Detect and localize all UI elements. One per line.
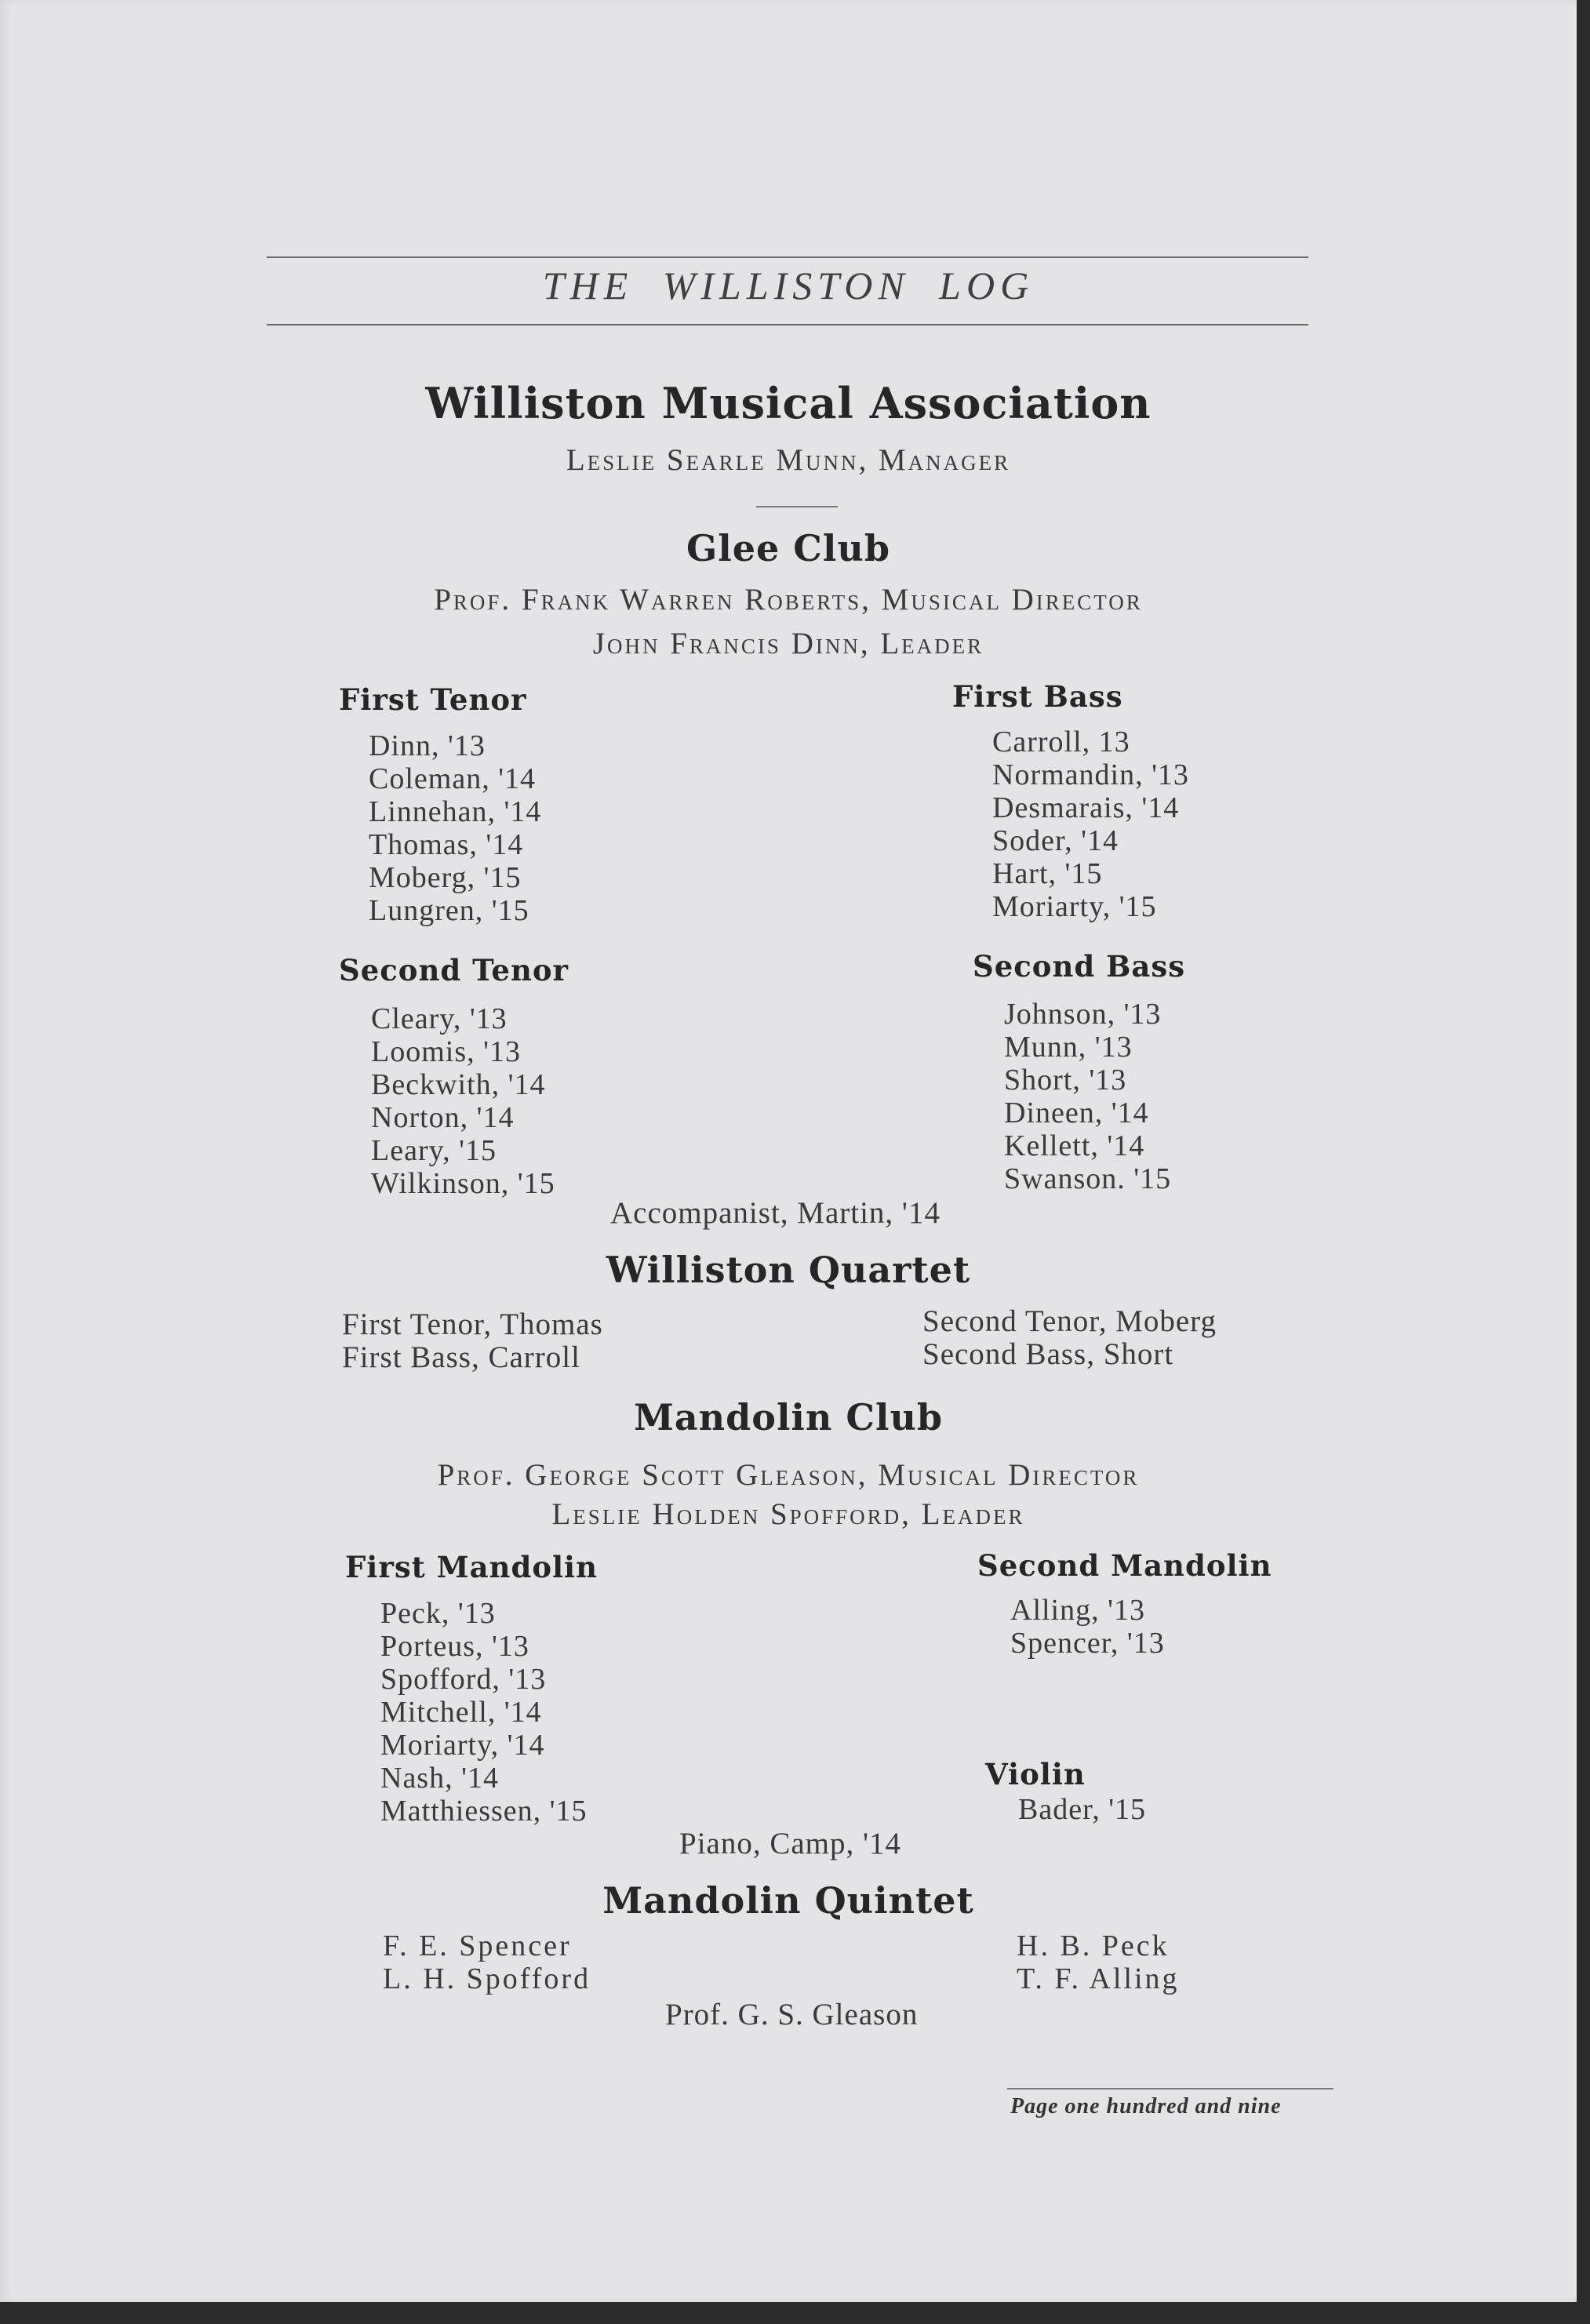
quartet-left [342, 1308, 603, 1374]
quartet-title: Williston Quartet [606, 1249, 971, 1291]
list-item: Spencer, '13 [1010, 1627, 1165, 1660]
list-item: Norton, '14 [371, 1101, 515, 1134]
first-bass-heading: First Bass [952, 679, 1123, 714]
first-mandolin-list [380, 1597, 587, 1828]
list-item: H. B. Peck [1017, 1929, 1170, 1962]
quintet-right [1017, 1929, 1180, 1995]
glee-club-leader: John Francis Dinn, Leader [592, 627, 984, 660]
list-item: Dineen, '14 [1004, 1097, 1149, 1129]
first-mandolin-heading: First Mandolin [345, 1550, 599, 1584]
list-item: Peck, '13 [380, 1597, 496, 1630]
violin-list [1018, 1793, 1146, 1826]
list-item: First Bass, Carroll [342, 1340, 580, 1374]
list-item: Thomas, '14 [369, 828, 524, 861]
list-item: Soder, '14 [992, 824, 1119, 857]
second-mandolin-list [1010, 1594, 1165, 1660]
accompanist: Accompanist, Martin, '14 [610, 1196, 941, 1230]
list-item: Moriarty, '15 [992, 890, 1157, 923]
glee-club-director: Prof. Frank Warren Roberts, Musical Director [434, 583, 1143, 616]
list-item: Short, '13 [1004, 1064, 1127, 1097]
list-item: Normandin, '13 [992, 758, 1189, 791]
list-item: Johnson, '13 [1004, 998, 1162, 1031]
quintet-title: Mandolin Quintet [602, 1879, 974, 1922]
list-item: Porteus, '13 [380, 1630, 529, 1663]
second-tenor-list [371, 1002, 555, 1200]
header-top-rule [267, 256, 1308, 258]
list-item: Moriarty, '14 [380, 1729, 545, 1762]
list-item: Leary, '15 [371, 1134, 497, 1167]
mandolin-club-title: Mandolin Club [633, 1396, 944, 1438]
first-tenor-heading: First Tenor [339, 682, 527, 717]
second-bass-list [1004, 998, 1171, 1195]
glee-club-title: Glee Club [686, 527, 890, 569]
list-item: Cleary, '13 [371, 1002, 508, 1035]
list-item: First Tenor, Thomas [342, 1307, 603, 1341]
list-item: Dinn, '13 [369, 729, 486, 762]
list-item: Lungren, '15 [369, 894, 529, 927]
list-item: Wilkinson, '15 [371, 1167, 555, 1200]
list-item: Loomis, '13 [371, 1035, 521, 1068]
list-item: Kellett, '14 [1004, 1129, 1145, 1162]
section-divider [756, 506, 838, 507]
list-item: Alling, '13 [1010, 1594, 1145, 1627]
list-item: F. E. Spencer [383, 1929, 572, 1962]
list-item: L. H. Spofford [383, 1962, 591, 1995]
list-item: Second Bass, Short [922, 1337, 1174, 1371]
list-item: Bader, '15 [1018, 1793, 1147, 1826]
list-item: Nash, '14 [380, 1762, 499, 1795]
association-manager: Leslie Searle Munn, Manager [566, 443, 1011, 477]
mandolin-club-leader: Leslie Holden Spofford, Leader [551, 1497, 1025, 1531]
list-item: Matthiessen, '15 [380, 1795, 588, 1828]
page-number: Page one hundred and nine [1010, 2094, 1282, 2119]
second-tenor-heading: Second Tenor [339, 953, 569, 987]
first-tenor-list [369, 729, 541, 927]
list-item: Beckwith, '14 [371, 1068, 546, 1101]
list-item: Desmarais, '14 [992, 791, 1180, 824]
quintet-director: Prof. G. S. Gleason [665, 1998, 919, 2031]
violin-heading: Violin [985, 1757, 1086, 1791]
piano: Piano, Camp, '14 [679, 1827, 902, 1860]
first-bass-list [992, 726, 1189, 923]
header-bottom-rule [267, 324, 1308, 326]
list-item: Mitchell, '14 [380, 1696, 542, 1729]
list-item: Munn, '13 [1004, 1031, 1133, 1064]
list-item: Coleman, '14 [369, 762, 537, 795]
second-bass-heading: Second Bass [973, 949, 1186, 984]
second-mandolin-heading: Second Mandolin [977, 1548, 1272, 1583]
quintet-left [383, 1929, 591, 1995]
list-item: Moberg, '15 [369, 861, 522, 894]
footer-rule [1007, 2088, 1333, 2089]
list-item: Swanson. '15 [1004, 1162, 1172, 1195]
list-item: Hart, '15 [992, 857, 1103, 890]
quartet-right [922, 1305, 1217, 1371]
list-item: T. F. Alling [1017, 1962, 1180, 1995]
list-item: Carroll, 13 [992, 726, 1130, 758]
list-item: Second Tenor, Moberg [922, 1304, 1217, 1338]
list-item: Linnehan, '14 [369, 795, 542, 828]
list-item: Spofford, '13 [380, 1663, 547, 1696]
mandolin-club-director: Prof. George Scott Gleason, Musical Director [437, 1458, 1140, 1492]
association-title: Williston Musical Association [425, 378, 1152, 428]
running-header: THE WILLISTON LOG [542, 264, 1035, 307]
